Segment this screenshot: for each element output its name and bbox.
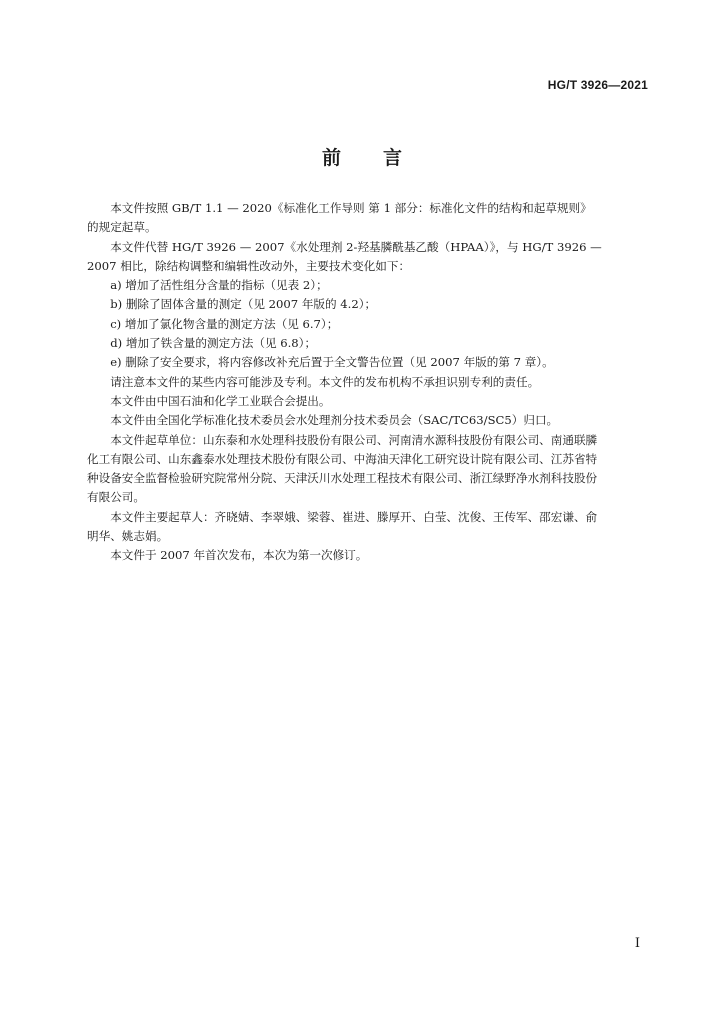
- paragraph-line: 2007 相比，除结构调整和编辑性改动外，主要技术变化如下：: [87, 258, 411, 273]
- list-item: d) 增加了铁含量的测定方法（见 6.8）；: [110, 336, 317, 351]
- list-item: b) 删除了固体含量的测定（见 2007 年版的 4.2）；: [110, 297, 377, 312]
- list-item: a) 增加了活性组分含量的指标（见表 2）；: [110, 278, 328, 293]
- standard-number: HG/T 3926—2021: [547, 78, 648, 92]
- page-title: 前言: [321, 147, 444, 169]
- page-number: I: [634, 936, 640, 951]
- paragraph-line: 本文件由中国石油和化学工业联合会提出。: [110, 393, 331, 408]
- paragraph-line: 本文件起草单位：山东泰和水处理科技股份有限公司、河南清水源科技股份有限公司、南通联膦: [110, 432, 598, 447]
- list-item: e) 删除了安全要求，将内容修改补充后置于全文警告位置（见 2007 年版的第 7 章）。: [110, 355, 554, 370]
- paragraph-line: 化工有限公司、山东鑫泰水处理技术股份有限公司、中海油天津化工研究设计院有限公司、江苏省特: [87, 451, 598, 466]
- paragraph-line: 本文件由全国化学标准化技术委员会水处理剂分技术委员会（SAC/TC63/SC5）归口。: [110, 413, 559, 428]
- paragraph-line: 的规定起草。: [87, 220, 157, 235]
- paragraph-line: 本文件代替 HG/T 3926 — 2007《水处理剂 2-羟基膦酰基乙酸（HPAA）》，与 HG/T 3926 —: [110, 239, 602, 254]
- paragraph-line: 种设备安全监督检验研究院常州分院、天津沃川水处理工程技术有限公司、浙江绿野净水剂科技股份: [87, 471, 598, 486]
- paragraph-line: 本文件按照 GB/T 1.1 — 2020《标准化工作导则 第 1 部分：标准化文件的结构和起草规则》: [110, 201, 592, 215]
- paragraph-line: 请注意本文件的某些内容可能涉及专利。本文件的发布机构不承担识别专利的责任。: [110, 374, 540, 389]
- list-item: c) 增加了氯化物含量的测定方法（见 6.7）；: [110, 316, 339, 331]
- paragraph-line: 明华、姚志娟。: [87, 529, 169, 544]
- paragraph-line: 有限公司。: [87, 490, 145, 505]
- paragraph-line: 本文件于 2007 年首次发布，本次为第一次修订。: [110, 548, 368, 563]
- foreword-body: [87, 199, 649, 566]
- paragraph-line: 本文件主要起草人：齐晓婧、李翠娥、梁蓉、崔进、滕厚开、白莹、沈俊、王传军、邵宏谦、俞: [110, 509, 598, 524]
